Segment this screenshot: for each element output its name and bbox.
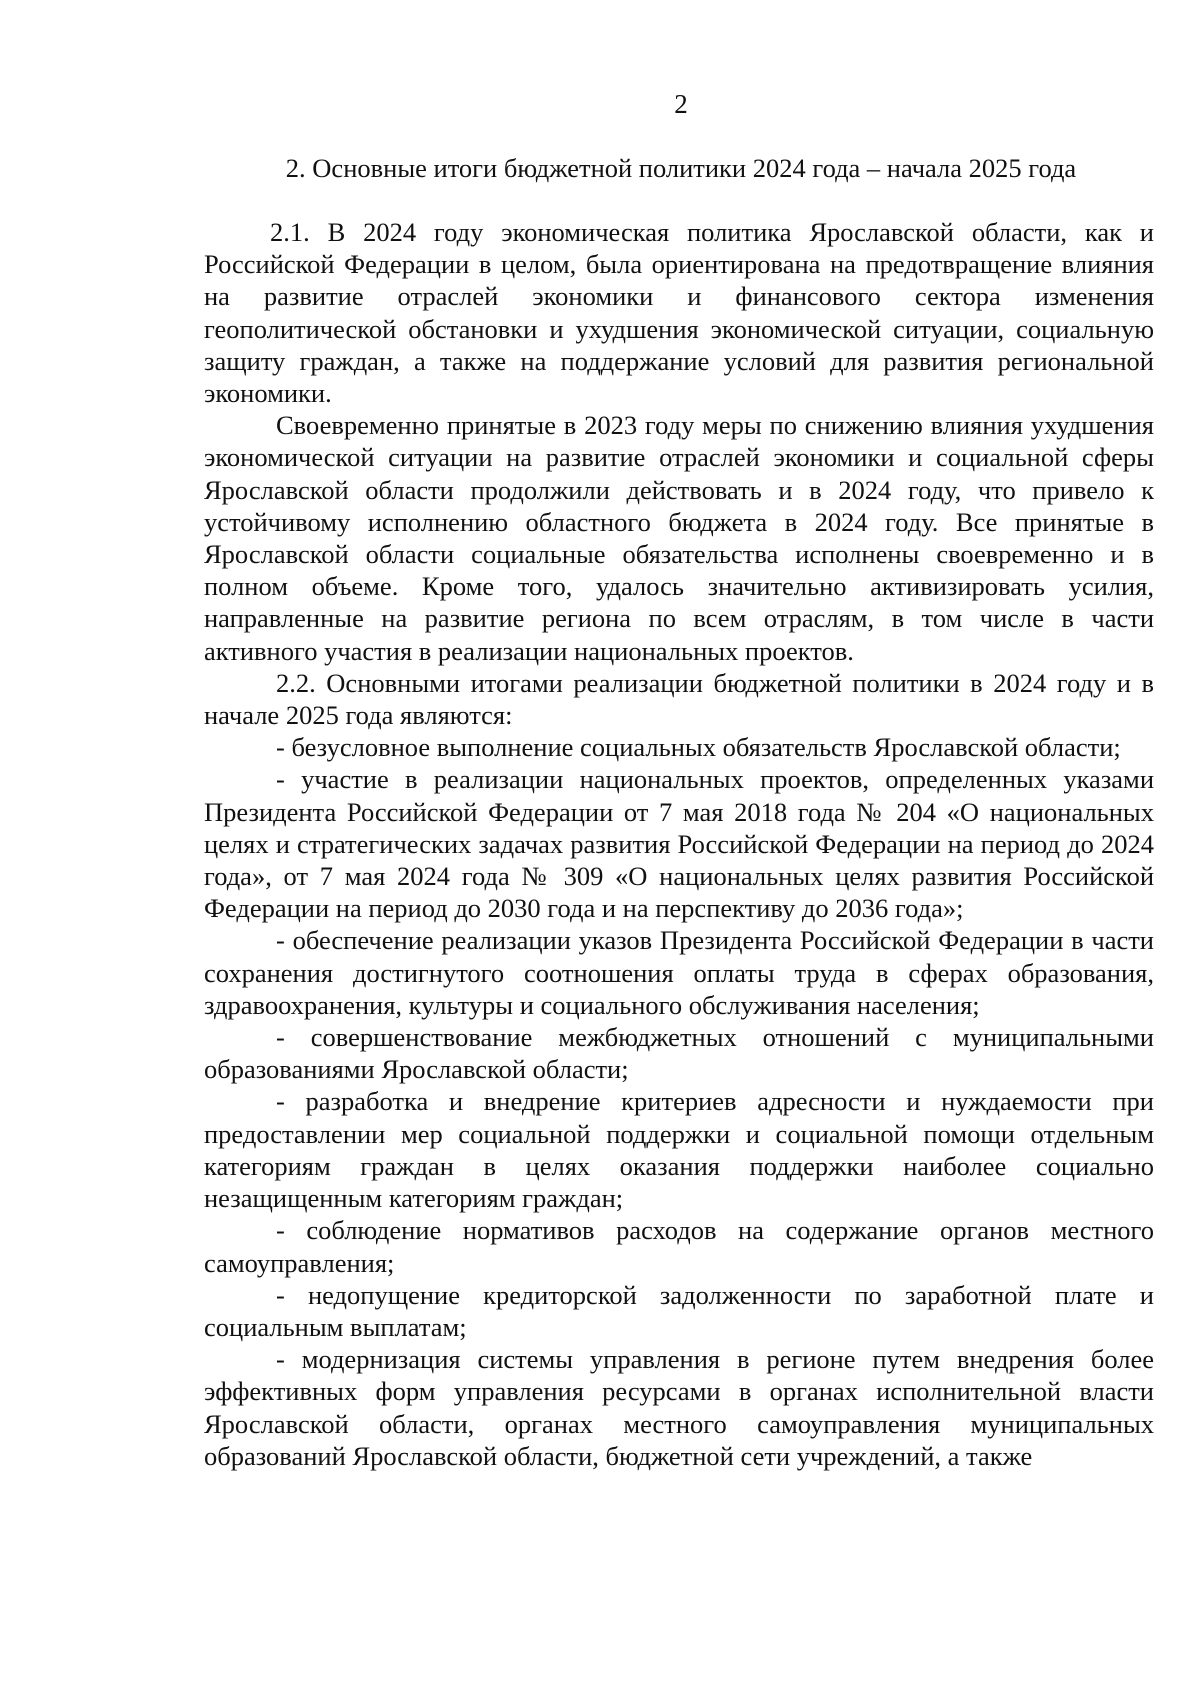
list-item: - недопущение кредиторской задолженности по заработной плате и социальным выплатам; xyxy=(204,1279,1154,1342)
list-item: - обеспечение реализации указов Президента Российской Федерации в части сохранения достигнутого соотношения оплаты труда в сферах образования, здравоохранения, культуры и социального обслуживания населения; xyxy=(204,925,1154,1020)
paragraph: Своевременно принятые в 2023 году меры по снижению влияния ухудшения экономической ситуации на развитие отраслей экономики и социальной сферы Ярославской области продолжили действовать и в 2024 году, что привело к устойчивому исполнению областного бюджета в 2024 году. Все принятые в Ярославской области социальные обязательства исполнены своевременно и в полном объеме. Кроме того, удалось значительно активизировать усилия, направленные на развитие региона по всем отраслям, в том числе в части активного участия в реализации национальных проектов. xyxy=(204,410,1154,666)
section-title: 2. Основные итоги бюджетной политики 2024 года – начала 2025 года xyxy=(285,153,1077,183)
list-item: - разработка и внедрение критериев адресности и нуждаемости при предоставлении мер социальной поддержки и социальной помощи отдельным категориям граждан в целях оказания поддержки наиболее социально незащищенным категориям граждан; xyxy=(204,1086,1154,1214)
paragraph-2-2: 2.2. Основными итогами реализации бюджетной политики в 2024 году и в начале 2025 года являются: xyxy=(204,667,1154,731)
paragraph-2-1: 2.1. В 2024 году экономическая политика Ярославской области, как и Российской Федерации в целом, была ориентирована на предотвращение влияния на развитие отраслей экономики и финансового сектора изменения геополитической обстановки и ухудшения экономической ситуации, социальную защиту граждан, а также на поддержание условий для развития региональной экономики. xyxy=(204,217,1154,409)
list-item: - совершенствование межбюджетных отношений с муниципальными образованиями Ярославской области; xyxy=(204,1022,1154,1085)
page-number: 2 xyxy=(674,89,688,119)
document-body xyxy=(204,216,1154,1472)
list-item: - модернизация системы управления в регионе путем внедрения более эффективных форм управления ресурсами в органах исполнительной власти Ярославской области, органах местного самоуправления муниципальных образований Ярославской области, бюджетной сети учреждений, а также xyxy=(204,1344,1154,1471)
list-item: - участие в реализации национальных проектов, определенных указами Президента Российской Федерации от 7 мая 2018 года № 204 «О национальных целях и стратегических задачах развития Российской Федерации на период до 2024 года», от 7 мая 2024 года № 309 «О национальных целях развития Российской Федерации на период до 2030 года и на перспективу до 2036 года»; xyxy=(204,764,1154,924)
list-item: - соблюдение нормативов расходов на содержание органов местного самоуправления; xyxy=(204,1215,1154,1278)
list-item: - безусловное выполнение социальных обязательств Ярославской области; xyxy=(276,732,1121,763)
